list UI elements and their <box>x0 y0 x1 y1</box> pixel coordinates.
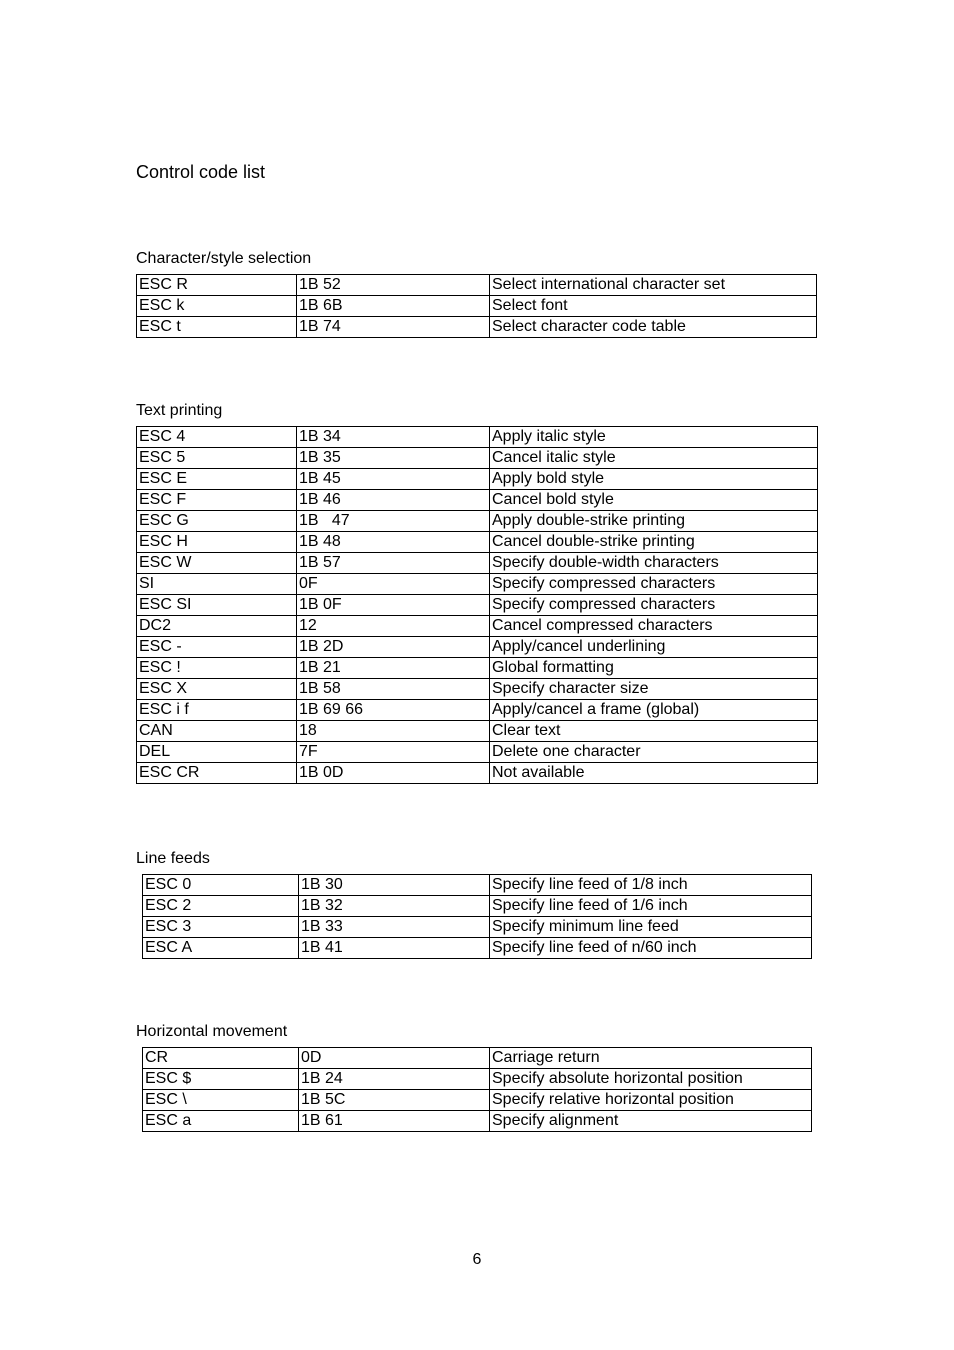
command-cell: ESC ! <box>137 658 297 679</box>
table-row <box>137 511 818 532</box>
description-cell: Clear text <box>490 721 818 742</box>
command-cell: ESC E <box>137 469 297 490</box>
command-cell: CAN <box>137 721 297 742</box>
table-row <box>137 532 818 553</box>
command-cell: ESC 5 <box>137 448 297 469</box>
hex-code-cell: 1B 41 <box>299 938 490 959</box>
description-cell: Cancel double-strike printing <box>490 532 818 553</box>
table-row <box>143 896 812 917</box>
table-row <box>143 938 812 959</box>
description-cell: Specify double-width characters <box>490 553 818 574</box>
table-row <box>137 490 818 511</box>
table-row <box>137 637 818 658</box>
description-cell: Not available <box>490 763 818 784</box>
table-row <box>137 448 818 469</box>
hex-code-cell: 1B 5C <box>299 1090 490 1111</box>
section-title-character-style: Character/style selection <box>136 250 312 267</box>
hex-code-cell: 1B 6B <box>297 296 490 317</box>
description-cell: Select international character set <box>490 275 817 296</box>
hex-code-cell: 1B 74 <box>297 317 490 338</box>
command-cell: ESC i f <box>137 700 297 721</box>
description-cell: Select font <box>490 296 817 317</box>
description-cell: Specify absolute horizontal position <box>490 1069 812 1090</box>
page-title: Control code list <box>136 162 266 182</box>
table-row <box>143 917 812 938</box>
description-cell: Specify line feed of 1/8 inch <box>490 875 812 896</box>
command-cell: ESC \ <box>143 1090 299 1111</box>
description-cell: Carriage return <box>490 1048 812 1069</box>
table-row <box>137 296 817 317</box>
table-row <box>137 427 818 448</box>
section-title-text-printing: Text printing <box>136 402 223 419</box>
description-cell: Apply/cancel underlining <box>490 637 818 658</box>
table-row <box>143 1111 812 1132</box>
table-row <box>137 574 818 595</box>
command-cell: ESC 3 <box>143 917 299 938</box>
command-cell: CR <box>143 1048 299 1069</box>
description-cell: Global formatting <box>490 658 818 679</box>
command-cell: ESC R <box>137 275 297 296</box>
command-cell: ESC a <box>143 1111 299 1132</box>
page-number: 6 <box>472 1251 482 1268</box>
table-row <box>137 469 818 490</box>
table-row <box>137 679 818 700</box>
hex-code-cell: 1B 45 <box>297 469 490 490</box>
hex-code-cell: 1B 52 <box>297 275 490 296</box>
table-row <box>137 763 818 784</box>
hex-code-cell: 1B 21 <box>297 658 490 679</box>
hex-code-cell: 1B 46 <box>297 490 490 511</box>
hex-code-cell: 1B 57 <box>297 553 490 574</box>
table-row <box>137 553 818 574</box>
command-cell: ESC - <box>137 637 297 658</box>
hex-code-cell: 1B 2D <box>297 637 490 658</box>
command-cell: ESC $ <box>143 1069 299 1090</box>
command-cell: DEL <box>137 742 297 763</box>
hex-code-cell: 1B 69 66 <box>297 700 490 721</box>
hex-code-cell: 12 <box>297 616 490 637</box>
description-cell: Delete one character <box>490 742 818 763</box>
description-cell: Specify line feed of n/60 inch <box>490 938 812 959</box>
hex-code-cell: 1B 61 <box>299 1111 490 1132</box>
table-text-printing <box>136 426 818 784</box>
command-cell: ESC CR <box>137 763 297 784</box>
command-cell: ESC F <box>137 490 297 511</box>
hex-code-cell: 1B 48 <box>297 532 490 553</box>
description-cell: Specify minimum line feed <box>490 917 812 938</box>
table-character-style <box>136 274 817 338</box>
command-cell: ESC t <box>137 317 297 338</box>
table-row <box>137 700 818 721</box>
command-cell: ESC 0 <box>143 875 299 896</box>
command-cell: ESC SI <box>137 595 297 616</box>
description-cell: Apply italic style <box>490 427 818 448</box>
description-cell: Specify relative horizontal position <box>490 1090 812 1111</box>
hex-code-cell: 7F <box>297 742 490 763</box>
hex-code-cell: 1B 34 <box>297 427 490 448</box>
command-cell: DC2 <box>137 616 297 637</box>
hex-code-cell: 1B 32 <box>299 896 490 917</box>
table-row <box>143 875 812 896</box>
hex-code-cell: 1B 58 <box>297 679 490 700</box>
description-cell: Specify alignment <box>490 1111 812 1132</box>
command-cell: ESC W <box>137 553 297 574</box>
hex-code-cell: 0F <box>297 574 490 595</box>
table-row <box>137 317 817 338</box>
hex-code-cell: 1B 33 <box>299 917 490 938</box>
table-row <box>137 275 817 296</box>
description-cell: Specify line feed of 1/6 inch <box>490 896 812 917</box>
section-title-horizontal-movement: Horizontal movement <box>136 1023 288 1040</box>
description-cell: Cancel bold style <box>490 490 818 511</box>
table-row <box>143 1069 812 1090</box>
table-row <box>143 1048 812 1069</box>
section-title-line-feeds: Line feeds <box>136 850 210 867</box>
hex-code-cell: 18 <box>297 721 490 742</box>
command-cell: ESC 4 <box>137 427 297 448</box>
description-cell: Apply/cancel a frame (global) <box>490 700 818 721</box>
command-cell: ESC H <box>137 532 297 553</box>
table-horizontal-movement <box>142 1047 812 1132</box>
command-cell: ESC A <box>143 938 299 959</box>
table-row <box>137 595 818 616</box>
description-cell: Specify compressed characters <box>490 595 818 616</box>
command-cell: ESC k <box>137 296 297 317</box>
table-row <box>143 1090 812 1111</box>
command-cell: ESC X <box>137 679 297 700</box>
description-cell: Select character code table <box>490 317 817 338</box>
table-row <box>137 742 818 763</box>
table-row <box>137 658 818 679</box>
table-row <box>137 721 818 742</box>
hex-code-cell: 1B 47 <box>297 511 490 532</box>
hex-code-cell: 0D <box>299 1048 490 1069</box>
hex-code-cell: 1B 0F <box>297 595 490 616</box>
table-row <box>137 616 818 637</box>
hex-code-cell: 1B 24 <box>299 1069 490 1090</box>
command-cell: ESC G <box>137 511 297 532</box>
description-cell: Apply double-strike printing <box>490 511 818 532</box>
description-cell: Specify character size <box>490 679 818 700</box>
command-cell: ESC 2 <box>143 896 299 917</box>
description-cell: Apply bold style <box>490 469 818 490</box>
command-cell: SI <box>137 574 297 595</box>
description-cell: Cancel compressed characters <box>490 616 818 637</box>
hex-code-cell: 1B 35 <box>297 448 490 469</box>
description-cell: Cancel italic style <box>490 448 818 469</box>
hex-code-cell: 1B 30 <box>299 875 490 896</box>
table-line-feeds <box>142 874 812 959</box>
description-cell: Specify compressed characters <box>490 574 818 595</box>
hex-code-cell: 1B 0D <box>297 763 490 784</box>
